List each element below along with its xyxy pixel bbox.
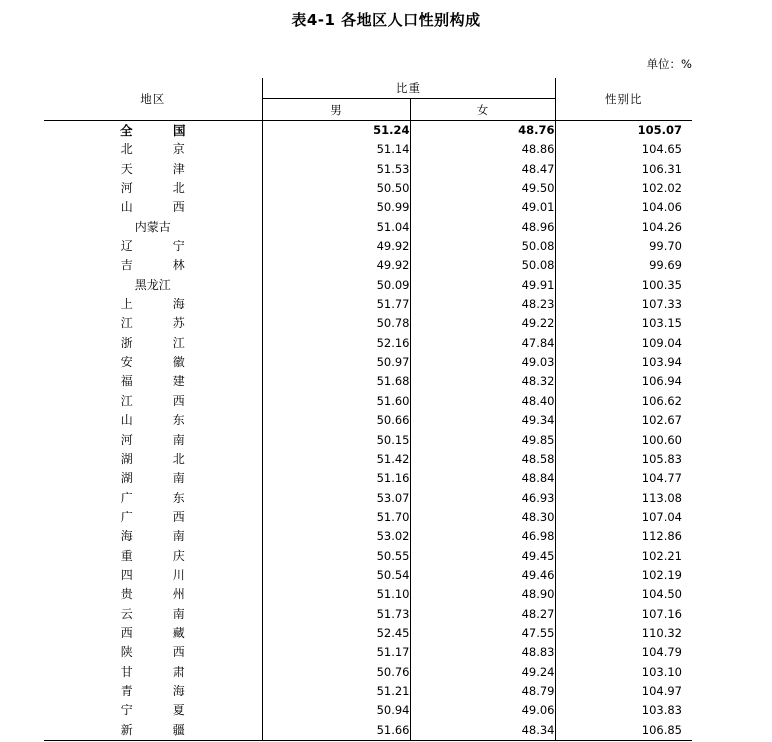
region-name: 湖 南 bbox=[120, 471, 199, 486]
table-row bbox=[44, 179, 692, 198]
table-row bbox=[44, 643, 692, 662]
cell-female-proportion: 50.08 bbox=[410, 256, 555, 275]
table-row bbox=[44, 547, 692, 566]
cell-female-proportion: 49.24 bbox=[410, 663, 555, 682]
region-name: 广 东 bbox=[120, 490, 199, 505]
table-row bbox=[44, 450, 692, 469]
region-name: 江 西 bbox=[120, 393, 199, 408]
table-row bbox=[44, 372, 692, 391]
cell-region bbox=[44, 314, 262, 333]
table-row bbox=[44, 160, 692, 179]
region-name: 重 庆 bbox=[120, 548, 199, 563]
cell-sex-ratio: 102.67 bbox=[555, 411, 692, 430]
cell-sex-ratio: 104.65 bbox=[555, 140, 692, 159]
cell-sex-ratio: 100.60 bbox=[555, 431, 692, 450]
cell-male-proportion: 50.99 bbox=[262, 198, 410, 217]
region-name: 陕 西 bbox=[120, 645, 199, 660]
column-header-proportion: 比重 bbox=[262, 78, 555, 99]
region-name: 安 徽 bbox=[120, 355, 199, 370]
cell-male-proportion: 51.68 bbox=[262, 372, 410, 391]
region-name: 广 西 bbox=[120, 509, 199, 524]
table-row bbox=[44, 237, 692, 256]
cell-male-proportion: 51.70 bbox=[262, 508, 410, 527]
table-row bbox=[44, 624, 692, 643]
table-row bbox=[44, 353, 692, 372]
region-name: 云 南 bbox=[120, 606, 199, 621]
cell-region bbox=[44, 431, 262, 450]
cell-region bbox=[44, 643, 262, 662]
cell-female-proportion: 49.22 bbox=[410, 314, 555, 333]
cell-region bbox=[44, 372, 262, 391]
column-header-region: 地区 bbox=[44, 78, 262, 121]
cell-male-proportion: 51.66 bbox=[262, 721, 410, 741]
statistics-table-container bbox=[44, 78, 692, 741]
cell-male-proportion: 51.14 bbox=[262, 140, 410, 159]
cell-region bbox=[44, 508, 262, 527]
cell-region bbox=[44, 450, 262, 469]
region-name: 西 藏 bbox=[120, 625, 199, 640]
cell-female-proportion: 48.32 bbox=[410, 372, 555, 391]
table-row bbox=[44, 411, 692, 430]
cell-sex-ratio: 110.32 bbox=[555, 624, 692, 643]
table-row bbox=[44, 276, 692, 295]
cell-female-proportion: 48.90 bbox=[410, 585, 555, 604]
cell-male-proportion: 52.45 bbox=[262, 624, 410, 643]
cell-sex-ratio: 102.02 bbox=[555, 179, 692, 198]
cell-sex-ratio: 99.69 bbox=[555, 256, 692, 275]
table-row bbox=[44, 392, 692, 411]
region-name: 福 建 bbox=[120, 374, 199, 389]
cell-sex-ratio: 103.10 bbox=[555, 663, 692, 682]
cell-male-proportion: 53.07 bbox=[262, 489, 410, 508]
cell-male-proportion: 51.53 bbox=[262, 160, 410, 179]
column-header-male: 男 bbox=[262, 99, 410, 121]
cell-region bbox=[44, 585, 262, 604]
cell-sex-ratio: 104.06 bbox=[555, 198, 692, 217]
table-row bbox=[44, 721, 692, 741]
region-name: 山 东 bbox=[120, 413, 199, 428]
cell-male-proportion: 50.15 bbox=[262, 431, 410, 450]
region-name: 宁 夏 bbox=[120, 703, 199, 718]
cell-female-proportion: 49.50 bbox=[410, 179, 555, 198]
cell-sex-ratio: 103.94 bbox=[555, 353, 692, 372]
cell-female-proportion: 49.03 bbox=[410, 353, 555, 372]
cell-female-proportion: 48.30 bbox=[410, 508, 555, 527]
cell-male-proportion: 50.50 bbox=[262, 179, 410, 198]
cell-sex-ratio: 106.62 bbox=[555, 392, 692, 411]
cell-region bbox=[44, 140, 262, 159]
table-row bbox=[44, 431, 692, 450]
cell-female-proportion: 48.40 bbox=[410, 392, 555, 411]
cell-sex-ratio: 102.19 bbox=[555, 566, 692, 585]
cell-female-proportion: 49.85 bbox=[410, 431, 555, 450]
region-name: 贵 州 bbox=[120, 587, 199, 602]
cell-sex-ratio: 100.35 bbox=[555, 276, 692, 295]
cell-male-proportion: 51.04 bbox=[262, 218, 410, 237]
region-name: 山 西 bbox=[120, 200, 199, 215]
cell-female-proportion: 48.96 bbox=[410, 218, 555, 237]
table-row bbox=[44, 295, 692, 314]
header-row-top bbox=[44, 78, 692, 99]
cell-region bbox=[44, 701, 262, 720]
cell-region bbox=[44, 489, 262, 508]
cell-sex-ratio: 104.97 bbox=[555, 682, 692, 701]
table-row bbox=[44, 701, 692, 720]
region-name: 河 南 bbox=[120, 432, 199, 447]
cell-female-proportion: 48.79 bbox=[410, 682, 555, 701]
region-name: 甘 肃 bbox=[120, 664, 199, 679]
region-name: 河 北 bbox=[120, 181, 199, 196]
cell-male-proportion: 51.77 bbox=[262, 295, 410, 314]
cell-region bbox=[44, 179, 262, 198]
cell-region bbox=[44, 218, 262, 237]
cell-sex-ratio: 106.85 bbox=[555, 721, 692, 741]
cell-sex-ratio: 107.04 bbox=[555, 508, 692, 527]
table-row bbox=[44, 218, 692, 237]
cell-region bbox=[44, 276, 262, 295]
cell-region bbox=[44, 624, 262, 643]
region-name: 新 疆 bbox=[120, 722, 199, 737]
cell-region bbox=[44, 256, 262, 275]
cell-region bbox=[44, 237, 262, 256]
cell-male-proportion: 52.16 bbox=[262, 334, 410, 353]
region-name: 辽 宁 bbox=[120, 239, 199, 254]
cell-sex-ratio: 104.79 bbox=[555, 643, 692, 662]
cell-sex-ratio: 104.50 bbox=[555, 585, 692, 604]
cell-male-proportion: 51.24 bbox=[262, 121, 410, 141]
cell-male-proportion: 50.94 bbox=[262, 701, 410, 720]
cell-sex-ratio: 103.83 bbox=[555, 701, 692, 720]
cell-region bbox=[44, 353, 262, 372]
cell-region bbox=[44, 682, 262, 701]
cell-region bbox=[44, 160, 262, 179]
cell-male-proportion: 51.60 bbox=[262, 392, 410, 411]
cell-sex-ratio: 107.16 bbox=[555, 605, 692, 624]
cell-male-proportion: 51.17 bbox=[262, 643, 410, 662]
cell-sex-ratio: 103.15 bbox=[555, 314, 692, 333]
region-name: 北 京 bbox=[120, 142, 199, 157]
cell-male-proportion: 53.02 bbox=[262, 527, 410, 546]
region-name: 青 海 bbox=[120, 683, 199, 698]
cell-sex-ratio: 106.94 bbox=[555, 372, 692, 391]
region-name: 上 海 bbox=[120, 297, 199, 312]
cell-region bbox=[44, 721, 262, 741]
cell-female-proportion: 49.45 bbox=[410, 547, 555, 566]
cell-female-proportion: 46.93 bbox=[410, 489, 555, 508]
cell-region bbox=[44, 198, 262, 217]
cell-male-proportion: 50.78 bbox=[262, 314, 410, 333]
region-name: 黑龙江 bbox=[134, 277, 171, 292]
cell-female-proportion: 48.83 bbox=[410, 643, 555, 662]
cell-male-proportion: 51.10 bbox=[262, 585, 410, 604]
cell-female-proportion: 48.47 bbox=[410, 160, 555, 179]
cell-female-proportion: 49.46 bbox=[410, 566, 555, 585]
table-row bbox=[44, 566, 692, 585]
table-row bbox=[44, 334, 692, 353]
table-row bbox=[44, 314, 692, 333]
cell-male-proportion: 51.42 bbox=[262, 450, 410, 469]
cell-sex-ratio: 99.70 bbox=[555, 237, 692, 256]
table-row bbox=[44, 469, 692, 488]
cell-region bbox=[44, 411, 262, 430]
region-name: 湖 北 bbox=[120, 451, 199, 466]
unit-label: 单位：% bbox=[646, 57, 692, 71]
cell-region bbox=[44, 392, 262, 411]
cell-male-proportion: 49.92 bbox=[262, 256, 410, 275]
cell-sex-ratio: 109.04 bbox=[555, 334, 692, 353]
cell-sex-ratio: 106.31 bbox=[555, 160, 692, 179]
column-header-sex-ratio: 性别比 bbox=[555, 78, 692, 121]
population-sex-composition-table bbox=[44, 78, 692, 741]
column-header-female: 女 bbox=[410, 99, 555, 121]
table-row bbox=[44, 663, 692, 682]
cell-region bbox=[44, 121, 262, 141]
cell-female-proportion: 48.76 bbox=[410, 121, 555, 141]
table-body bbox=[44, 121, 692, 741]
cell-female-proportion: 50.08 bbox=[410, 237, 555, 256]
cell-sex-ratio: 107.33 bbox=[555, 295, 692, 314]
cell-male-proportion: 51.73 bbox=[262, 605, 410, 624]
cell-male-proportion: 51.21 bbox=[262, 682, 410, 701]
cell-female-proportion: 46.98 bbox=[410, 527, 555, 546]
cell-male-proportion: 51.16 bbox=[262, 469, 410, 488]
cell-female-proportion: 47.55 bbox=[410, 624, 555, 643]
cell-female-proportion: 48.34 bbox=[410, 721, 555, 741]
cell-region bbox=[44, 547, 262, 566]
cell-sex-ratio: 105.83 bbox=[555, 450, 692, 469]
region-name: 内蒙古 bbox=[134, 219, 171, 234]
cell-male-proportion: 49.92 bbox=[262, 237, 410, 256]
table-row bbox=[44, 585, 692, 604]
cell-sex-ratio: 105.07 bbox=[555, 121, 692, 141]
table-row bbox=[44, 605, 692, 624]
cell-female-proportion: 49.01 bbox=[410, 198, 555, 217]
cell-female-proportion: 48.58 bbox=[410, 450, 555, 469]
region-name: 吉 林 bbox=[120, 258, 199, 273]
cell-female-proportion: 48.23 bbox=[410, 295, 555, 314]
table-row bbox=[44, 489, 692, 508]
cell-male-proportion: 50.09 bbox=[262, 276, 410, 295]
cell-female-proportion: 48.84 bbox=[410, 469, 555, 488]
cell-male-proportion: 50.54 bbox=[262, 566, 410, 585]
page-title: 表4-1 各地区人口性别构成 bbox=[291, 11, 481, 29]
cell-female-proportion: 49.91 bbox=[410, 276, 555, 295]
cell-sex-ratio: 102.21 bbox=[555, 547, 692, 566]
cell-female-proportion: 48.27 bbox=[410, 605, 555, 624]
table-row bbox=[44, 527, 692, 546]
region-name: 浙 江 bbox=[120, 335, 199, 350]
cell-male-proportion: 50.55 bbox=[262, 547, 410, 566]
table-row bbox=[44, 198, 692, 217]
cell-female-proportion: 47.84 bbox=[410, 334, 555, 353]
cell-region bbox=[44, 527, 262, 546]
table-row bbox=[44, 682, 692, 701]
table-row bbox=[44, 508, 692, 527]
cell-sex-ratio: 104.77 bbox=[555, 469, 692, 488]
region-name: 海 南 bbox=[120, 529, 199, 544]
cell-region bbox=[44, 566, 262, 585]
table-row bbox=[44, 256, 692, 275]
cell-region bbox=[44, 469, 262, 488]
table-row bbox=[44, 140, 692, 159]
region-name: 四 川 bbox=[120, 567, 199, 582]
region-name: 全 国 bbox=[119, 123, 200, 138]
table-row bbox=[44, 121, 692, 141]
region-name: 天 津 bbox=[120, 161, 199, 176]
cell-region bbox=[44, 663, 262, 682]
cell-male-proportion: 50.97 bbox=[262, 353, 410, 372]
cell-male-proportion: 50.76 bbox=[262, 663, 410, 682]
cell-male-proportion: 50.66 bbox=[262, 411, 410, 430]
cell-female-proportion: 49.06 bbox=[410, 701, 555, 720]
region-name: 江 苏 bbox=[120, 316, 199, 331]
cell-sex-ratio: 113.08 bbox=[555, 489, 692, 508]
cell-sex-ratio: 104.26 bbox=[555, 218, 692, 237]
cell-female-proportion: 48.86 bbox=[410, 140, 555, 159]
cell-region bbox=[44, 295, 262, 314]
cell-region bbox=[44, 605, 262, 624]
table-header bbox=[44, 78, 692, 121]
cell-sex-ratio: 112.86 bbox=[555, 527, 692, 546]
cell-female-proportion: 49.34 bbox=[410, 411, 555, 430]
cell-region bbox=[44, 334, 262, 353]
